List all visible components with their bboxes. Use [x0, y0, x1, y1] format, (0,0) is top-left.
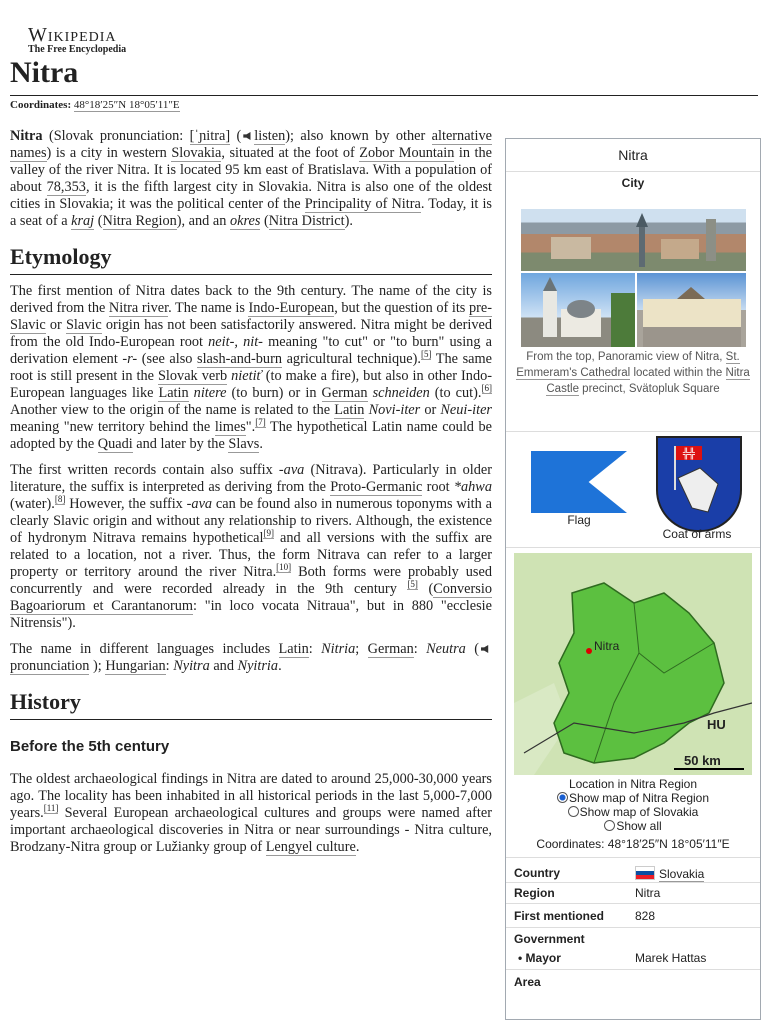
history-heading: History	[10, 689, 492, 720]
text: Nyitria	[237, 658, 279, 674]
panorama-photo[interactable]	[521, 209, 746, 271]
intro-paragraph	[10, 128, 492, 230]
location-map[interactable]	[514, 553, 752, 775]
text: -r-	[122, 351, 138, 367]
text: (see also	[137, 351, 198, 367]
latin-link[interactable]: Latin	[334, 402, 365, 418]
speaker-icon[interactable]	[481, 645, 490, 653]
montage-caption	[516, 349, 750, 397]
text: , situated at the foot of	[221, 145, 360, 161]
row-value: Marek Hattas	[635, 951, 707, 965]
cathedral-photo[interactable]	[521, 273, 635, 347]
panorama-drawing	[521, 209, 746, 271]
divider	[506, 969, 760, 970]
hungarian-link[interactable]: Hungarian	[105, 658, 166, 674]
row-key: Region	[514, 886, 555, 900]
slash-and-burn-link[interactable]: slash-and-burn	[197, 351, 282, 367]
slavs-link[interactable]: Slavs	[228, 436, 260, 452]
row-key: First mentioned	[514, 909, 605, 923]
map-controls	[506, 777, 760, 851]
text: schneiden	[367, 385, 430, 401]
alternative-names-link[interactable]: alternative names	[10, 128, 492, 161]
cathedral-drawing	[521, 273, 635, 347]
radio-icon[interactable]	[604, 820, 615, 831]
pre-slavic-link[interactable]: pre-Slavic	[10, 300, 492, 333]
nitra-marker	[586, 648, 592, 654]
divider	[506, 431, 760, 432]
row-key: • Mayor	[518, 951, 561, 965]
text: and later by the	[132, 436, 229, 452]
row-value	[635, 866, 704, 881]
radio-icon[interactable]	[568, 806, 579, 817]
page-title: Nitra	[10, 56, 79, 89]
option-label: Show all	[616, 819, 662, 833]
text: Neui-iter	[440, 402, 492, 418]
region-map-drawing	[514, 553, 752, 775]
slavic-link[interactable]: Slavic	[65, 317, 102, 333]
text: The name in different languages includes	[10, 641, 279, 657]
wordmark: Wikipedia	[28, 24, 117, 46]
row-key: Country	[514, 866, 560, 880]
infobox-coordinates[interactable]: Coordinates: 48°18′25″N 18°05′11″E	[536, 837, 730, 851]
svg-text:╬╬: ╬╬	[682, 449, 696, 460]
coat-of-arms-icon	[658, 438, 740, 528]
text: .	[355, 839, 360, 855]
zobor-link[interactable]: Zobor Mountain	[359, 145, 455, 161]
text: (	[260, 213, 269, 229]
divider	[506, 882, 760, 883]
coat-of-arms-image[interactable]	[656, 436, 742, 532]
row-value: 828	[635, 909, 656, 923]
text: (Slovak pronunciation:	[42, 128, 190, 144]
text: agricultural technique).	[281, 351, 421, 367]
ref-link[interactable]: [6]	[481, 383, 492, 394]
kraj-link[interactable]: kraj	[71, 213, 95, 229]
nitra-castle-link[interactable]: Nitra Castle	[546, 367, 750, 395]
text: ".	[245, 419, 256, 435]
map-scale-label: 50 km	[684, 753, 721, 768]
text: .	[278, 658, 282, 674]
coordinates-top	[10, 99, 180, 111]
infobox-type: City	[506, 171, 760, 194]
text: ;	[355, 641, 368, 657]
latin-link[interactable]: Latin	[278, 641, 309, 657]
row-key: Government	[514, 932, 585, 946]
text: ); also known by other	[285, 128, 432, 144]
text: :	[165, 658, 174, 674]
text: or	[420, 402, 441, 418]
text: ).	[344, 213, 353, 229]
text: (Nitrava). Particularly in older literature, the suffix is interpreted as deriving from the	[10, 462, 492, 495]
row-key: Area	[514, 975, 541, 989]
text: Both forms were probably used concurrently and were recorded already in the 9th century	[10, 564, 492, 597]
limes-link[interactable]: limes	[214, 419, 246, 435]
article-body	[10, 128, 492, 865]
slovakia-link[interactable]: Slovakia	[171, 145, 222, 161]
text: Nyitra	[173, 658, 210, 674]
infobox-title: Nitra	[618, 147, 648, 163]
slovakia-flag-icon	[635, 866, 655, 880]
proto-germanic-link[interactable]: Proto-Germanic	[330, 479, 423, 495]
radio-selected-icon[interactable]	[557, 792, 568, 803]
text: The first written records contain also suffix	[10, 462, 279, 478]
text: can be found also in numerous toponyms with a clearly Slavic origin and without any relationship to rivers. Although, the existence of hydronym Nitrava remains hypothetical	[10, 496, 492, 546]
text: The first mention of Nitra dates back to the 9th century. The name of the city is derived from the	[10, 283, 492, 316]
text: );	[89, 658, 106, 674]
option-label: Show map of Nitra Region	[568, 791, 710, 805]
conversio-link[interactable]: Conversio Bagoariorum et Carantanorum	[10, 581, 492, 614]
lengyel-culture-link[interactable]: Lengyel culture	[265, 839, 356, 855]
infobox	[505, 138, 761, 1020]
german-link[interactable]: German	[367, 641, 414, 657]
text: root	[422, 479, 454, 495]
text: (	[417, 581, 434, 597]
speaker-icon[interactable]	[243, 132, 252, 140]
text: Another view to the origin of the name is related to the	[10, 402, 335, 418]
text: (to burn) or in	[226, 385, 322, 401]
principality-link[interactable]: Principality of Nitra	[304, 196, 421, 212]
cathedral-link[interactable]: St. Emmeram's Cathedral	[516, 351, 740, 379]
divider	[506, 903, 760, 904]
text: -ava	[278, 462, 305, 478]
quadi-link[interactable]: Quadi	[97, 436, 133, 452]
text: . The name is	[168, 300, 249, 316]
text: :	[413, 641, 427, 657]
indo-european-link[interactable]: Indo-European	[248, 300, 335, 316]
text: :	[308, 641, 322, 657]
title-divider	[10, 95, 758, 96]
before-5th-century-heading: Before the 5th century	[10, 738, 170, 755]
text: The same root is still present in the	[10, 351, 492, 384]
ref-link[interactable]: [5]	[420, 349, 432, 360]
option-label: Show map of Slovakia	[579, 805, 699, 819]
etymology-paragraph-3	[10, 641, 492, 675]
ref-link[interactable]: [10]	[276, 562, 292, 573]
wikipedia-logo[interactable]	[28, 24, 126, 55]
tagline: The Free Encyclopedia	[28, 44, 127, 55]
text: origin has not been satisfactorily answered. Nitra might be derived from the old Indo-European root	[10, 317, 492, 350]
text: The oldest archaeological findings in Nitra are dated to around 25,000-30,000 years ago. The locality has been inhabited in all historical periods in the last 5,000-7,000 years.	[10, 771, 492, 821]
text: nitere	[188, 385, 227, 401]
text: meaning "new territory behind the	[10, 419, 215, 435]
history-paragraph-1	[10, 771, 492, 856]
nitra-district-link[interactable]: Nitra District	[268, 213, 345, 229]
text: (to make a fire), but also in other Indo-European languages like	[10, 368, 492, 401]
text: Nitria	[321, 641, 356, 657]
text: neit-, nit-	[208, 334, 263, 350]
ref-link[interactable]: [9]	[263, 528, 274, 539]
text: , it is the fifth largest city in Slovakia. Nitra is also one of the oldest cities in Slovakia; it was the political center of the	[10, 179, 493, 212]
german-link[interactable]: German	[321, 385, 368, 401]
ref-link[interactable]: [11]	[43, 803, 59, 814]
text: Neutra	[426, 641, 466, 657]
text: , but the question of its	[334, 300, 469, 316]
svatopluk-square-photo[interactable]	[637, 273, 746, 347]
text: Novi-iter	[364, 402, 421, 418]
text: -ava	[186, 496, 213, 512]
text: : "in loco vocata Nitraua", but in 880 "ecclesie Nitrensis").	[10, 598, 492, 631]
text: The hypothetical Latin name could be adopted by the	[10, 419, 492, 452]
text: in the valley of the river Nitra. It is located 95 km east of Bratislava. With a population of about	[10, 145, 492, 195]
slovak-verb-link[interactable]: Slovak verb	[157, 368, 228, 384]
ref-link[interactable]: [5]	[407, 579, 418, 590]
text: nietiť	[227, 368, 262, 384]
text: (	[465, 641, 480, 657]
text: meaning "to cut" or "to burn" using a derivation element	[10, 334, 492, 367]
text: Several European archaeological cultures and groups were named after important archaeological discoveries in Nitra or near surroundings - Nitra culture, Brodzany-Nitra group or Lužianky group of	[10, 805, 492, 855]
square-drawing	[637, 273, 746, 347]
text: ) is a city in western	[46, 145, 172, 161]
text: ), and an	[176, 213, 230, 229]
ref-link[interactable]: [7]	[255, 417, 266, 428]
slovakia-link[interactable]: Slovakia	[659, 867, 705, 881]
text: However, the suffix	[65, 496, 187, 512]
row-value[interactable]: Nitra	[635, 886, 661, 900]
text: and all versions with the suffix are related to a location, not a river. Thus, the form Nitrava can refer to a larger property or territory around the river Nitra.	[10, 530, 492, 580]
text: precinct, Svätopluk Square	[578, 383, 720, 395]
coordinates-label: Coordinates:	[10, 99, 72, 111]
text: From the top, Panoramic view of Nitra,	[526, 351, 726, 363]
text: (water).	[10, 496, 55, 512]
flag-image[interactable]	[531, 451, 627, 513]
location-caption: Location in Nitra Region	[568, 777, 698, 791]
pronunciation-link[interactable]: pronunciation	[10, 658, 90, 674]
latin-link[interactable]: Latin	[158, 385, 189, 401]
text: *ahwa	[453, 479, 492, 495]
text: . Today, it is a seat of a	[10, 196, 492, 229]
map-option-all[interactable]	[506, 819, 760, 833]
text: and	[209, 658, 238, 674]
etymology-paragraph-1	[10, 283, 492, 453]
divider	[506, 927, 760, 928]
text: (to cut).	[429, 385, 482, 401]
text: (	[230, 128, 242, 144]
text: or	[45, 317, 66, 333]
coordinates-link[interactable]: 48°18′25″N 18°05′11″E	[73, 99, 180, 111]
listen-link[interactable]: listen	[254, 128, 286, 144]
text: located within the	[630, 367, 726, 379]
map-option-slovakia[interactable]	[506, 805, 760, 819]
map-city-label: Nitra	[594, 639, 620, 653]
text: .	[259, 436, 263, 452]
okres-link[interactable]: okres	[229, 213, 261, 229]
intro-name: Nitra	[10, 128, 43, 144]
map-hu-label: HU	[707, 717, 726, 732]
nitra-region-link[interactable]: Nitra Region	[102, 213, 177, 229]
etymology-paragraph-2	[10, 462, 492, 632]
divider	[506, 547, 760, 548]
flag-label: Flag	[567, 513, 591, 527]
ipa-link[interactable]: [ˈɲitra]	[189, 128, 231, 144]
nitra-river-link[interactable]: Nitra river	[108, 300, 169, 316]
coat-of-arms-label: Coat of arms	[662, 527, 732, 541]
divider	[506, 857, 760, 858]
population-link[interactable]: 78,353	[46, 179, 86, 195]
etymology-heading: Etymology	[10, 244, 492, 275]
ref-link[interactable]: [8]	[54, 494, 66, 505]
text: (	[94, 213, 103, 229]
map-option-region[interactable]	[506, 791, 760, 805]
